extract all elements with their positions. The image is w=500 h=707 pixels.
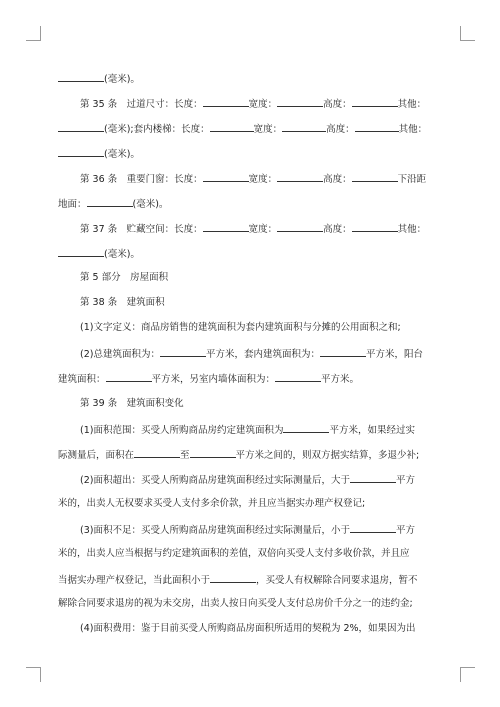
blank-field [352, 97, 398, 107]
blank-field [352, 172, 398, 182]
area-exceed-line: (2)面积超出：买受人所购商品房建筑面积经过实际测量后，大于 平方 [80, 475, 415, 486]
stairs-line: (毫米);套内楼梯：长度： 宽度： 高度： 其他： [58, 122, 427, 136]
blank-field [352, 222, 398, 232]
blank-field [350, 523, 396, 533]
blank-field [203, 97, 249, 107]
crop-mark-top-right [460, 26, 475, 41]
area-fee-line: (4)面积费用：鉴于目前买受人所购商品房面积所适用的契税为 2%，如果因为出 [80, 623, 416, 634]
blank-field [320, 347, 366, 357]
crop-mark-top-left [26, 26, 41, 41]
crop-mark-bottom-left [26, 667, 41, 682]
penalty-line: 解除合同要求退房的视为未交房，出卖人按日向买受人支付总房价千分之一的违约金; [58, 598, 413, 609]
area-shortfall-line: (3)面积不足：买受人所购商品房建筑面积经过实际测量后，小于 平方 [80, 525, 415, 536]
article-39-heading: 第 39 条 建筑面积变化 [80, 398, 184, 409]
blank-field [203, 172, 249, 182]
article-35-line: 第 35 条 过道尺寸：长度： 宽度： 高度： 其他： [80, 99, 427, 110]
blank-field [277, 222, 323, 232]
line-mm-3: (毫米)。 [58, 247, 140, 261]
article-36-line: 第 36 条 重要门窗：长度： 宽度： 高度： 下沿距 [80, 174, 427, 185]
ground-line: 地面： (毫米)。 [58, 199, 169, 210]
area-range-line: (1)面积范围：买受人所购商品房约定建筑面积为 平方米，如果经过实 [80, 425, 415, 436]
blank-field [210, 573, 256, 583]
shortfall-continuation-line: 米的，出卖人应当根据与约定建筑面积的差值，双倍向买受人支付多收价款，并且应 [58, 548, 410, 559]
article-37-line: 第 37 条 贮藏空间：长度： 宽度： 高度： 其他： [80, 224, 427, 235]
blank-field [58, 122, 104, 132]
blank-field [58, 147, 104, 157]
balcony-area-line: 建筑面积： 平方米，另室内墙体面积为： 平方米。 [58, 374, 360, 385]
blank-field [210, 122, 254, 132]
text-definition-line: (1)文字定义：商品房销售的建筑面积为套内建筑面积与分摊的公用面积之和; [80, 322, 401, 333]
blank-field [275, 372, 321, 382]
blank-field [277, 97, 323, 107]
blank-field [58, 247, 104, 257]
blank-field [134, 448, 180, 458]
crop-mark-bottom-right [460, 667, 475, 682]
blank-field [58, 72, 104, 82]
measurement-line: 际测量后，面积在 至 平方米之间的，则双方据实结算，多退少补; [58, 450, 420, 461]
blank-field [203, 222, 249, 232]
blank-field [355, 122, 399, 132]
blank-field [190, 448, 236, 458]
article-38-heading: 第 38 条 建筑面积 [80, 297, 165, 308]
blank-field [277, 172, 323, 182]
exceed-continuation-line: 米的，出卖人无权要求买受人支付多余价款，并且应当据实办理产权登记; [58, 498, 366, 509]
blank-field [282, 122, 326, 132]
blank-field [283, 423, 329, 433]
blank-field [160, 347, 206, 357]
part-5-heading: 第 5 部分 房屋面积 [80, 272, 169, 283]
blank-field [350, 473, 396, 483]
line-mm-2: (毫米)。 [58, 147, 140, 161]
blank-field [106, 372, 152, 382]
blank-field [87, 197, 133, 207]
line-mm-1: (毫米)。 [58, 72, 140, 86]
total-area-line: (2)总建筑面积为： 平方米，套内建筑面积为： 平方米，阳台 [80, 349, 423, 360]
shortfall-threshold-line: 当据实办理产权登记，当此面积小于 ，买受人有权解除合同要求退房，暂不 [58, 575, 418, 586]
